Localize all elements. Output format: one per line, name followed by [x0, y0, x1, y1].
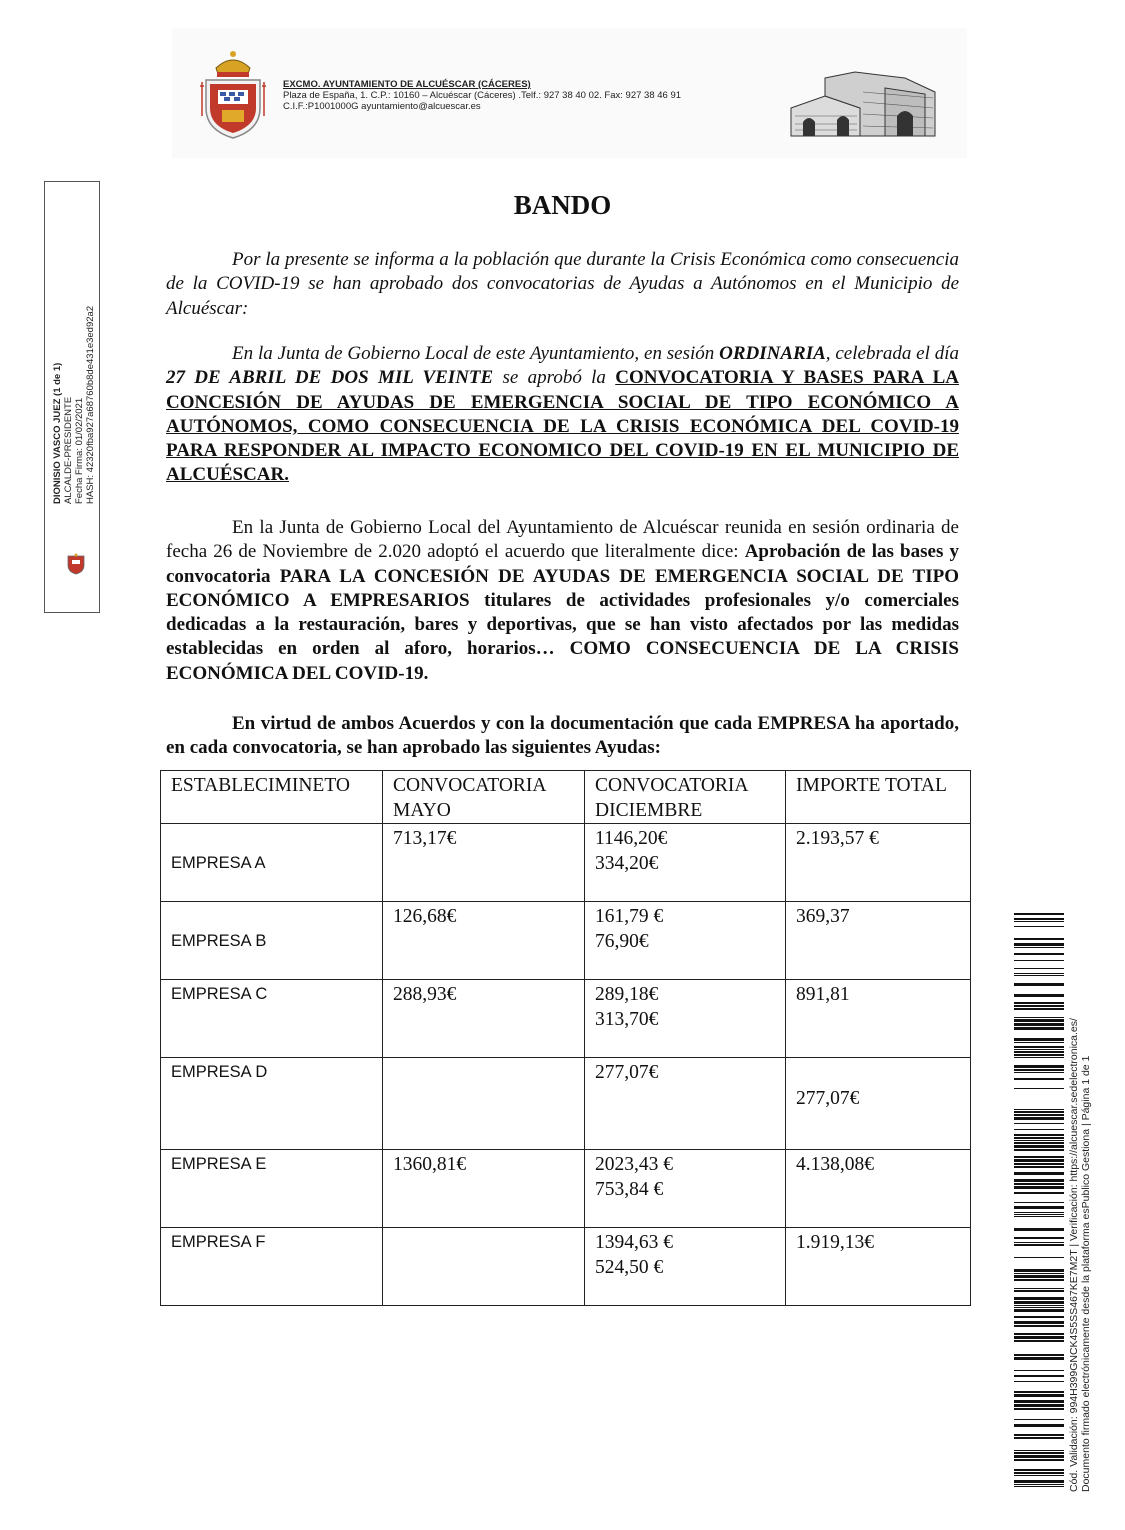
total-amount: 4.138,08€ [786, 1150, 971, 1228]
mayo-amount: 288,93€ [383, 980, 585, 1058]
session-type: ORDINARIA [719, 343, 826, 364]
table-row [161, 824, 971, 902]
intro-text: Por la presente se informa a la población que durante la Crisis Económica como consecuencia de la COVID-19 se han aprobado dos convocatorias de Ayudas a Autónomos en el Municipio de Alcuéscar: [166, 249, 959, 319]
total-amount: 891,81 [786, 980, 971, 1058]
diciembre-amounts: 289,18€ 313,70€ [585, 980, 786, 1058]
conclusion-text: En virtud de ambos Acuerdos y con la documentación que cada EMPRESA ha aportado, en cada convocatoria, se han aprobado las siguientes Ayudas: [166, 713, 959, 759]
mayo-amount [383, 1228, 585, 1306]
header-mayo: CONVOCATORIA MAYO [383, 771, 585, 824]
company-name: EMPRESA A [161, 824, 383, 902]
table-row [161, 1150, 971, 1228]
total-amount: 1.919,13€ [786, 1228, 971, 1306]
diciembre-amounts: 2023,43 € 753,84 € [585, 1150, 786, 1228]
second-convocatoria-title: Aprobación de las bases y convocatoria PARA LA CONCESIÓN DE AYUDAS DE EMERGENCIA SOCIAL DE TIPO ECONÓMICO A EMPRESARIOS titulares de actividades profesionales y/o comerciales dedicadas a la restauración, bares y deportivas, que se han visto afectados por las medidas establecidas en orden al aforo, horarios… COMO CONSECUENCIA DE LA CRISIS ECONÓMICA DEL COVID-19. [166, 541, 960, 684]
first-convocatoria-title: CONVOCATORIA Y BASES PARA LA CONCESIÓN DE AYUDAS DE EMERGENCIA SOCIAL DE TIPO ECONÓMICO A AUTÓNOMOS, COMO CONSECUENCIA DE LA CRISIS ECONÓMICA DEL COVID-19 PARA RESPONDER AL IMPACTO ECONOMICO DEL COVID-19 EN EL MUNICIPIO DE ALCUÉSCAR. [166, 367, 959, 486]
validation-text [1068, 1018, 1092, 1492]
header-total: IMPORTE TOTAL [786, 771, 971, 824]
mayo-amount: 713,17€ [383, 824, 585, 902]
organization-address: Plaza de España, 1. C.P.: 10160 – Alcuéscar (Cáceres) .Telf.: 927 38 40 02. Fax: 927 38 46 91 [283, 90, 682, 101]
church-drawing [785, 68, 947, 138]
p3-text-a: En la Junta de Gobierno Local del Ayuntamiento de Alcuéscar reunida en sesión ordinaria de fecha 26 de Noviembre de 2.020 adoptó el acuerdo que literalmente dice: [166, 517, 959, 563]
diciembre-amounts: 1146,20€ 334,20€ [585, 824, 786, 902]
table-header-row [161, 771, 971, 824]
mayo-amount: 1360,81€ [383, 1150, 585, 1228]
signature-date: Fecha Firma: 01/02/2021 [74, 397, 85, 504]
p2-text-e: se aprobó la [493, 367, 616, 389]
table-row [161, 1058, 971, 1150]
platform-note: Documento firmado electrónicamente desde la plataforma esPublico Gestiona | Página 1 de 1 [1080, 1055, 1092, 1492]
company-name: EMPRESA C [161, 980, 383, 1058]
total-amount: 2.193,57 € [786, 824, 971, 902]
header-establecimiento: ESTABLECIMINETO [161, 771, 383, 824]
seal-icon [64, 553, 88, 575]
conclusion-paragraph [166, 712, 959, 761]
mayo-amount [383, 1058, 585, 1150]
p2-text-c: , celebrada el día [825, 343, 959, 364]
organization-name: EXCMO. AYUNTAMIENTO DE ALCUÉSCAR (CÁCERES) [283, 79, 531, 90]
company-name: EMPRESA D [161, 1058, 383, 1150]
organization-cif: C.I.F.:P1001000G ayuntamiento@alcuescar.es [283, 101, 481, 112]
intro-paragraph [166, 248, 959, 321]
diciembre-amounts: 277,07€ [585, 1058, 786, 1150]
aid-table [160, 770, 971, 1306]
mayo-amount: 126,68€ [383, 902, 585, 980]
coat-of-arms-logo [198, 46, 268, 141]
p2-text-a: En la Junta de Gobierno Local de este Ayuntamiento, en sesión [232, 343, 720, 364]
signer-role: ALCALDE-PRESIDENTE [63, 396, 74, 504]
session-date: 27 DE ABRIL DE DOS MIL VEINTE [166, 367, 494, 389]
validation-code: Cód. Validación: 994H399GNCK4S5SS467KE7M2T | Verificación: https://alcuescar.sedelectronica.es/ [1068, 1018, 1080, 1492]
diciembre-amounts: 161,79 € 76,90€ [585, 902, 786, 980]
company-name: EMPRESA B [161, 902, 383, 980]
signature-hash: HASH: 42320fba927a68760b8de431e3ed92a2 [85, 305, 96, 504]
diciembre-amounts: 1394,63 € 524,50 € [585, 1228, 786, 1306]
header-diciembre: CONVOCATORIA DICIEMBRE [585, 771, 786, 824]
table-row [161, 1228, 971, 1306]
signature-text [52, 306, 96, 504]
table-row [161, 902, 971, 980]
company-name: EMPRESA F [161, 1228, 383, 1306]
second-agreement-paragraph [166, 516, 959, 686]
total-amount: 369,37 [786, 902, 971, 980]
document-title: BANDO [513, 190, 612, 220]
barcode-image [1014, 913, 1064, 1493]
total-amount: 277,07€ [786, 1058, 971, 1150]
signer-name: DIONISIO VASCO JUEZ (1 de 1) [52, 362, 63, 504]
letterhead-text [283, 79, 681, 112]
table-row [161, 980, 971, 1058]
first-agreement-paragraph [166, 342, 959, 488]
company-name: EMPRESA E [161, 1150, 383, 1228]
